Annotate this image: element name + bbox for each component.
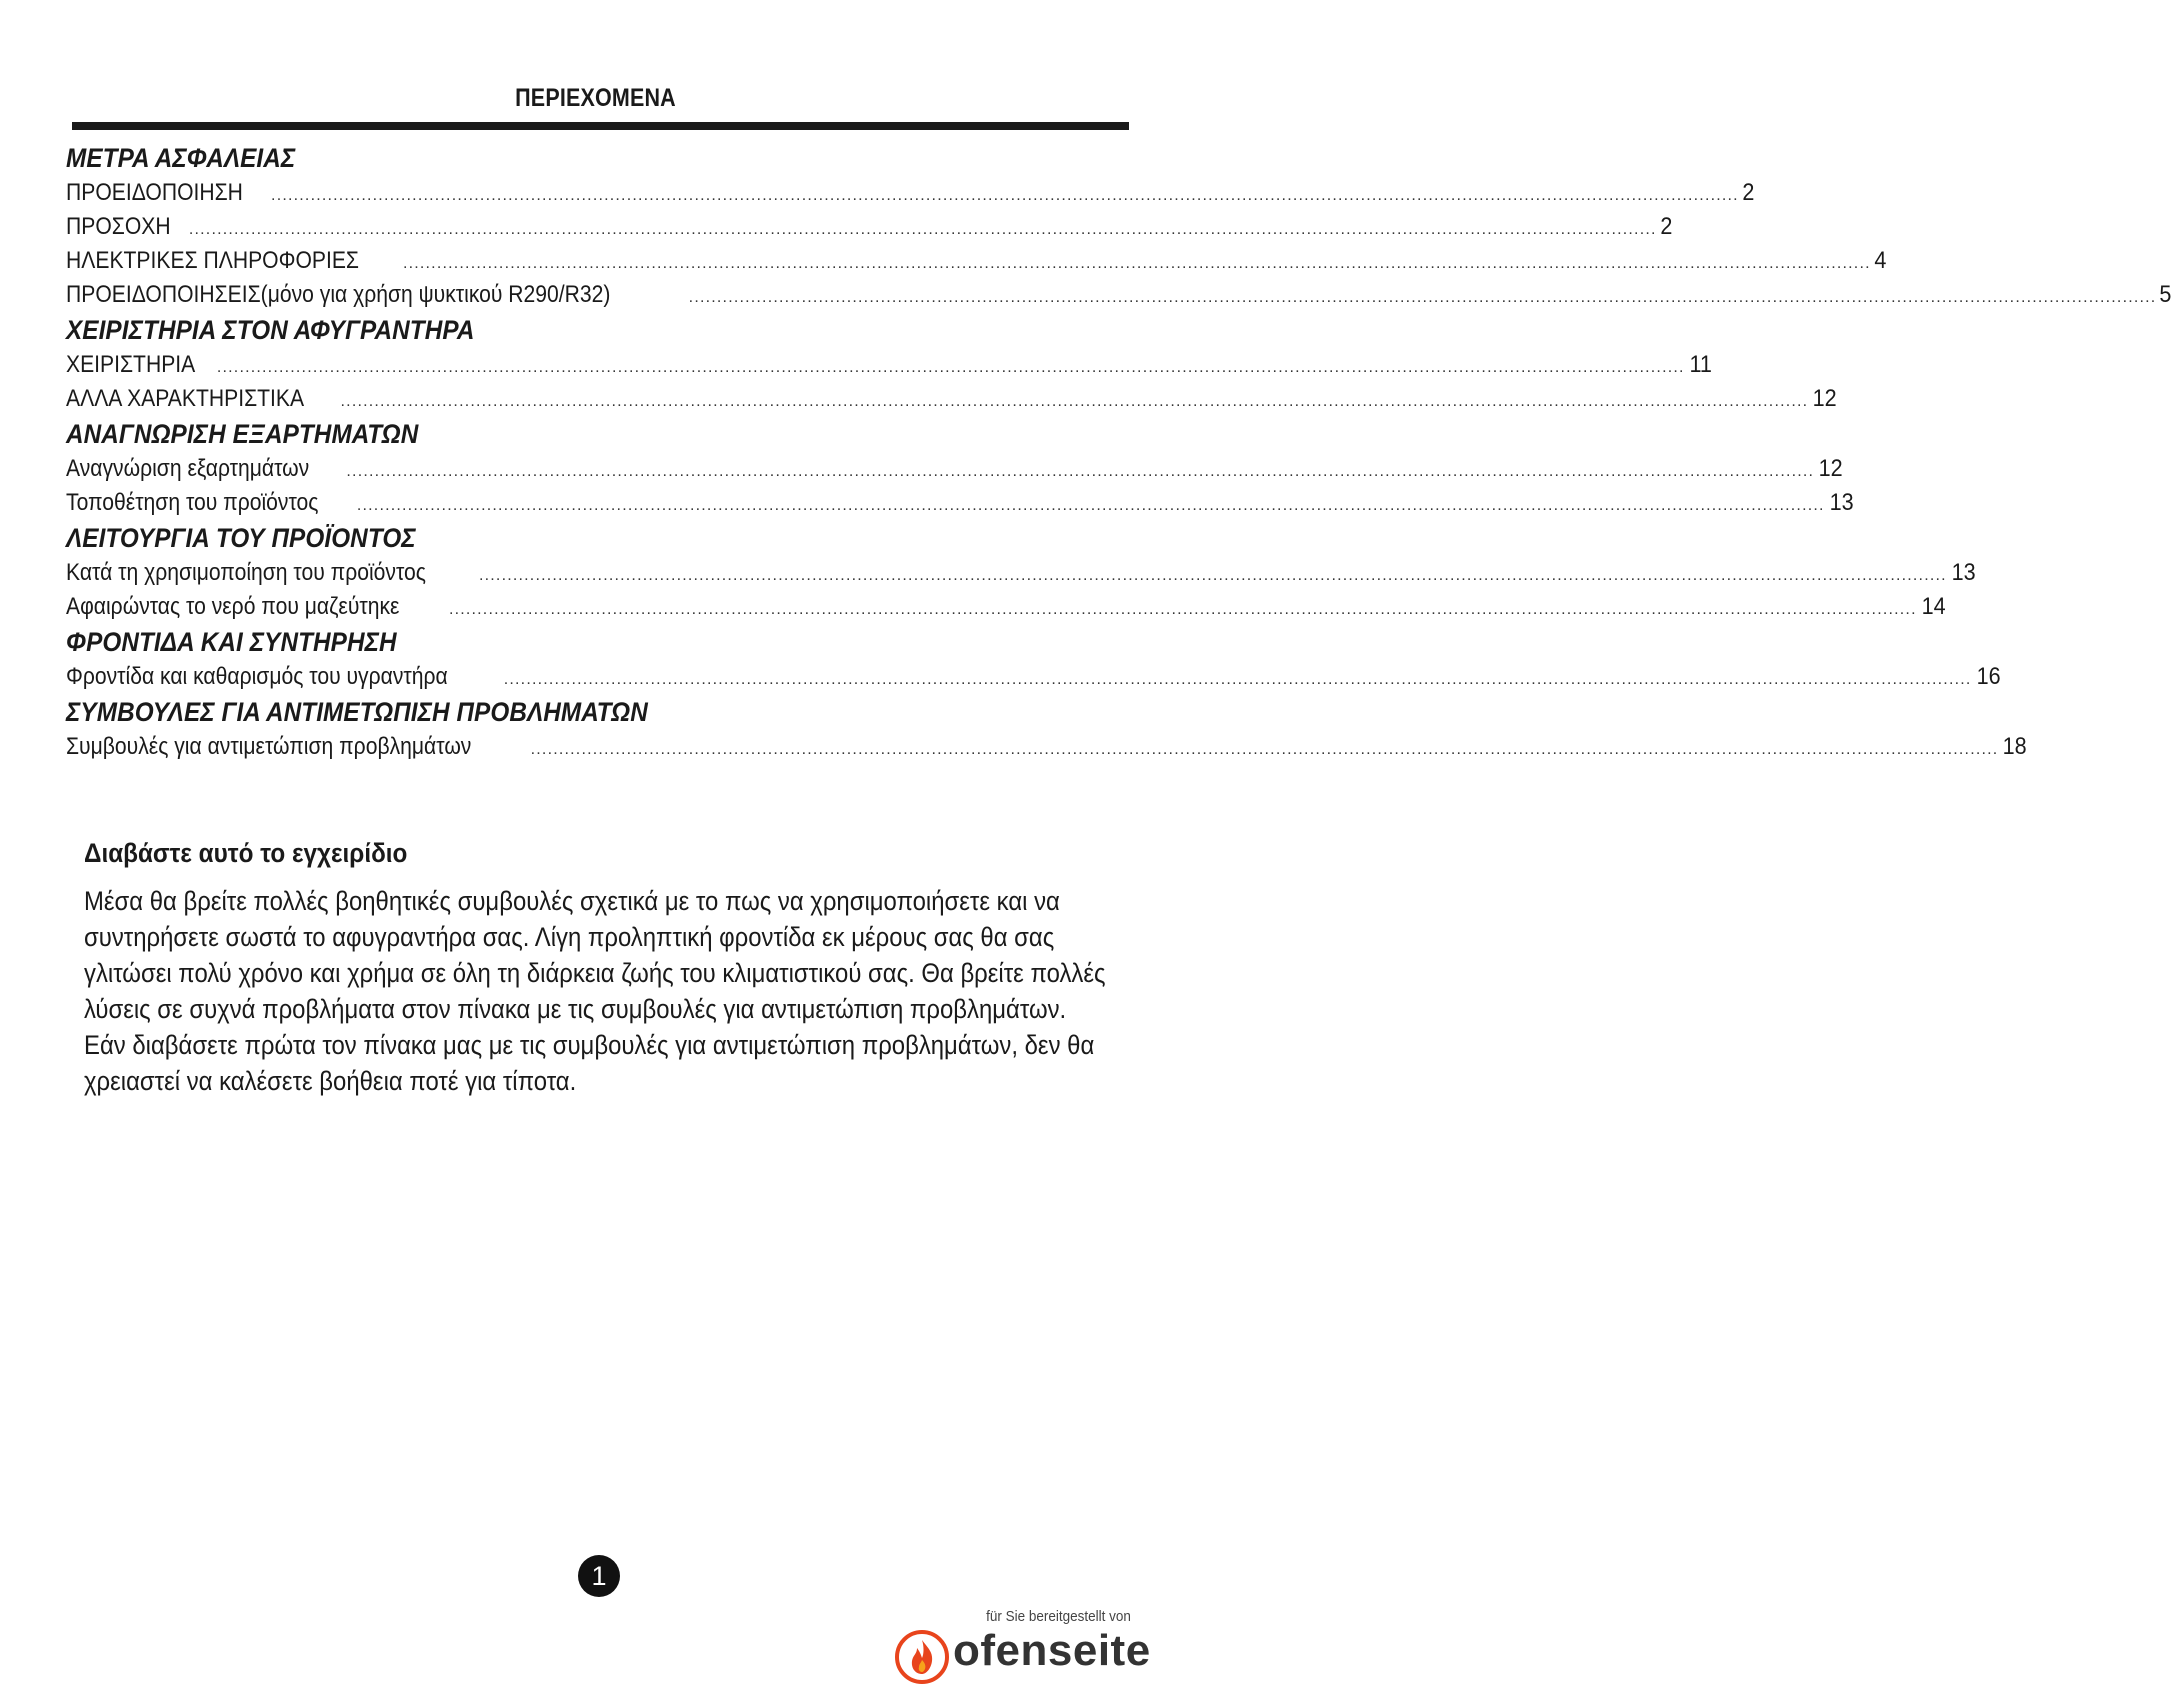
toc-page-number: 12: [1818, 455, 1843, 482]
toc-entry[interactable]: [66, 244, 1887, 278]
dot-leader: ....................................................................................................................................................................................................................................................................: [188, 221, 1657, 238]
title-divider: [72, 122, 1129, 130]
toc-section: [66, 140, 2172, 312]
toc-entry-label: ΗΛΕΚΤΡΙΚΕΣ ΠΛΗΡΟΦΟΡΙΕΣ: [66, 247, 359, 274]
toc-page-number: 2: [1659, 213, 1672, 240]
dot-leader: ....................................................................................................................................................................................................................................................................: [346, 463, 1815, 480]
toc-entry[interactable]: [66, 382, 1838, 416]
page-title: ΠΕΡΙΕΧΟΜΕΝΑ: [515, 84, 676, 112]
footer-logo[interactable]: [895, 1608, 1151, 1678]
toc-page-number: 16: [1976, 663, 2001, 690]
toc-entry[interactable]: [66, 486, 1854, 520]
footer-brand: ofenseite: [953, 1626, 1151, 1675]
toc-page-number: 2: [1742, 179, 1755, 206]
toc-section: [66, 624, 2001, 694]
toc-page-number: 11: [1689, 351, 1712, 378]
toc-entry-label: ΠΡΟΕΙΔΟΠΟΙΗΣΗ: [66, 179, 243, 206]
toc-entry-label: Φροντίδα και καθαρισμός του υγραντήρα: [66, 663, 448, 690]
toc-entry[interactable]: [66, 452, 1843, 486]
toc-section-heading: ΜΕΤΡΑ ΑΣΦΑΛΕΙΑΣ: [66, 143, 296, 173]
toc-section: [66, 520, 1976, 624]
intro-block: [84, 838, 1124, 1099]
intro-heading: Διαβάστε αυτό το εγχειρίδιο: [84, 838, 408, 868]
dot-leader: ....................................................................................................................................................................................................................................................................: [448, 601, 1917, 618]
toc-page-number: 13: [1951, 559, 1976, 586]
dot-leader: ....................................................................................................................................................................................................................................................................: [479, 567, 1947, 584]
dot-leader: ....................................................................................................................................................................................................................................................................: [503, 671, 1972, 688]
toc-section-heading: ΣΥΜΒΟΥΛΕΣ ΓΙΑ ΑΝΤΙΜΕΤΩΠΙΣΗ ΠΡΟΒΛΗΜΑΤΩΝ: [66, 697, 648, 727]
toc-page-number: 18: [2003, 733, 2028, 760]
toc-section-heading: ΦΡΟΝΤΙΔΑ ΚΑΙ ΣΥΝΤΗΡΗΣΗ: [66, 627, 397, 657]
toc-entry[interactable]: [66, 590, 1946, 624]
toc-page-number: 4: [1874, 247, 1887, 274]
toc-entry[interactable]: [66, 210, 1672, 244]
toc-entry[interactable]: [66, 660, 2001, 694]
toc-page-number: 14: [1921, 593, 1946, 620]
toc-page-number: 12: [1812, 385, 1838, 412]
toc-entry-label: ΧΕΙΡΙΣΤΗΡΙΑ: [66, 351, 196, 378]
toc-page-number: 13: [1829, 489, 1854, 516]
dot-leader: ....................................................................................................................................................................................................................................................................: [530, 741, 1999, 758]
toc-section-heading: ΛΕΙΤΟΥΡΓΙΑ ΤΟΥ ΠΡΟΪΟΝΤΟΣ: [66, 523, 416, 553]
toc-entry-label: ΠΡΟΕΙΔΟΠΟΙΗΣΕΙΣ(μόνο για χρήση ψυκτικού R290/R32): [66, 281, 611, 308]
footer-tagline: für Sie bereitgestellt von: [986, 1608, 1131, 1625]
intro-body: Μέσα θα βρείτε πολλές βοηθητικές συμβουλές σχετικά με το πως να χρησιμοποιήσετε και να συντηρήσετε σωστά το αφυγραντήρα σας. Λίγη προληπτική φροντίδα εκ μέρους σας θα σας γλιτώσει πολύ χρόνο και χρήμα σε όλη τη διάρκεια ζωής του κλιματιστικού σας. Θα βρείτε πολλές λύσεις σε συχνά προβλήματα στον πίνακα με τις συμβουλές για αντιμετώπιση προβλημάτων. Εάν διαβάσετε πρώτα τον πίνακα μας με τις συμβουλές για αντιμετώπιση προβλημάτων, δεν θα χρειαστεί να καλέσετε βοήθεια ποτέ για τίποτα.: [84, 886, 1106, 1096]
toc-entry-label: Αναγνώριση εξαρτημάτων: [66, 455, 310, 482]
toc-section: [66, 416, 1854, 520]
dot-leader: ....................................................................................................................................................................................................................................................................: [688, 289, 2157, 306]
page-number-badge: 1: [578, 1555, 620, 1597]
toc-entry[interactable]: [66, 348, 1712, 382]
toc-entry-label: Αφαιρώντας το νερό που μαζεύτηκε: [66, 593, 400, 620]
dot-leader: ....................................................................................................................................................................................................................................................................: [402, 255, 1871, 272]
toc-page-number: 5: [2159, 281, 2172, 308]
toc-entry[interactable]: [66, 278, 2172, 312]
dot-leader: ....................................................................................................................................................................................................................................................................: [356, 497, 1825, 514]
toc-entry[interactable]: [66, 730, 2028, 764]
toc-entry-label: Τοποθέτηση του προϊόντος: [66, 489, 319, 516]
toc-entry-label: Κατά τη χρησιμοποίηση του προϊόντος: [66, 559, 426, 586]
toc-entry-label: Συμβουλές για αντιμετώπιση προβλημάτων: [66, 733, 472, 760]
toc-entry[interactable]: [66, 556, 1976, 590]
toc-section-heading: ΑΝΑΓΝΩΡΙΣΗ ΕΞΑΡΤΗΜΑΤΩΝ: [66, 419, 419, 449]
dot-leader: ....................................................................................................................................................................................................................................................................: [340, 393, 1809, 410]
toc-entry[interactable]: [66, 176, 1755, 210]
toc-section: [66, 694, 2028, 764]
toc-section: [66, 312, 1838, 416]
dot-leader: ....................................................................................................................................................................................................................................................................: [271, 187, 1739, 204]
toc-section-heading: ΧΕΙΡΙΣΤΗΡΙΑ ΣΤΟΝ ΑΦΥΓΡΑΝΤΗΡΑ: [66, 315, 475, 345]
toc-entry-label: ΑΛΛΑ ΧΑΡΑΚΤΗΡΙΣΤΙΚΑ: [66, 385, 305, 412]
toc-entry-label: ΠΡΟΣΟΧΗ: [66, 213, 171, 240]
table-of-contents: [66, 140, 2172, 764]
flame-icon: [895, 1630, 949, 1684]
dot-leader: ....................................................................................................................................................................................................................................................................: [216, 359, 1685, 376]
